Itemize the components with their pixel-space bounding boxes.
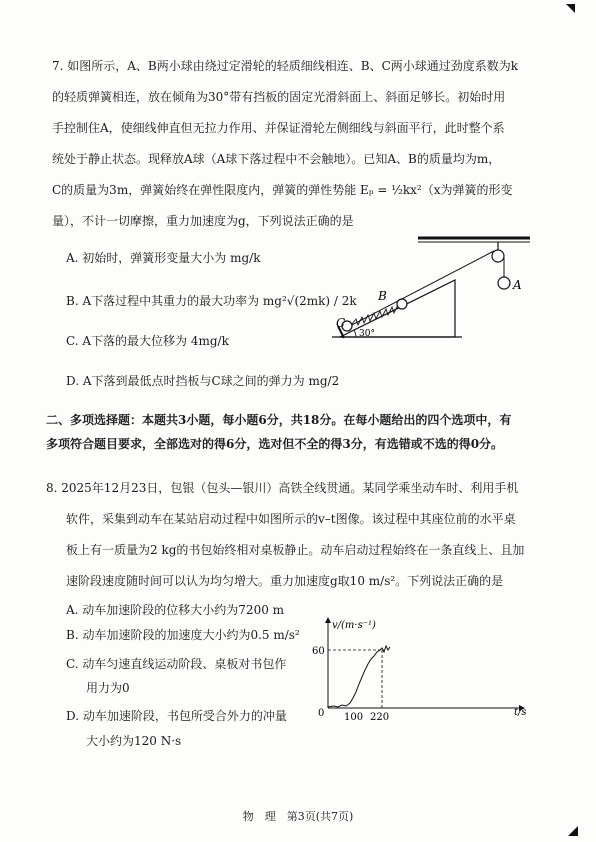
origin-label: 0 (318, 708, 325, 719)
section2-line-1: 二、多项选择题：本题共3小题，每小题6分，共18分。在每小题给出的四个选项中，有 (46, 413, 512, 427)
page-footer: 物 理 第3页(共7页) (242, 810, 354, 823)
q7-option-c: C. A下落的最大位移为 4mg/k (66, 334, 229, 348)
label-a: A (513, 278, 522, 292)
q8-line-2: 软件，采集到动车在某站启动过程中如图所示的v–t图像。该过程中其座位前的水平桌 (66, 512, 516, 526)
ball-a (498, 277, 510, 289)
q8-option-a: A. 动车加速阶段的位移大小约为7200 m (66, 603, 285, 617)
label-b: B (378, 289, 387, 303)
q8-line-3: 板上有一质量为2 kg的书包始终相对桌板静止。动车启动过程始终在一条直线上、且加 (66, 543, 525, 557)
q7-line-3: 手控制住A，使细线伸直但无拉力作用、并保证滑轮左侧细线与斜面平行，此时整个系 (52, 121, 505, 135)
q8-option-d: D. 动车加速阶段，书包所受合外力的冲量 (66, 709, 287, 723)
string-left (348, 251, 494, 327)
y-tick-60: 60 (312, 646, 325, 657)
q7-line-1: 7. 如图所示，A、B两小球由绕过定滑轮的轻质细线相连、B、C两小球通过劲度系数为k (52, 59, 519, 73)
x-tick-220: 220 (370, 712, 390, 723)
q8-line-4: 速阶段速度随时间可以认为均匀增大。重力加速度g取10 m/s²。下列说法正确的是 (66, 574, 504, 588)
q8-option-c-cont: 用力为0 (86, 681, 130, 695)
incline-figure (330, 232, 530, 344)
q7-line-2: 的轻质弹簧相连，放在倾角为30°带有挡板的固定光滑斜面上、斜面足够长。初始时用 (52, 90, 506, 104)
pulley (492, 250, 504, 262)
angle-arc (354, 330, 356, 337)
q8-option-c: C. 动车匀速直线运动阶段、桌板对书包作 (66, 657, 287, 671)
q7-option-b: B. A下落过程中其重力的最大功率为 mg²√(2mk) / 2k (66, 294, 357, 308)
label-c: C (336, 316, 346, 330)
section2-line-2: 多项符合题目要求，全部选对的得6分，选对但不全的得3分，有选错或不选的得0分。 (46, 437, 504, 451)
spring (352, 305, 398, 325)
q7-option-d: D. A下落到最低点时挡板与C球之间的弹力为 mg/2 (66, 374, 340, 388)
incline (340, 280, 455, 337)
q8-line-1: 8. 2025年12月23日，包银（包头—银川）高铁全线贯通。某同学乘坐动车时、利用手机 (46, 481, 519, 495)
corner-mark-bottom-right (568, 826, 578, 836)
angle-label: 30° (359, 329, 375, 339)
q7-line-5: C的质量为3m，弹簧始终在弹性限度内，弹簧的弹性势能 Eₚ = ½kx²（x为弹簧的形变 (52, 183, 513, 197)
vt-graph (312, 612, 532, 724)
q8-option-b: B. 动车加速阶段的加速度大小约为0.5 m/s² (66, 628, 300, 642)
q7-option-a: A. 初始时，弹簧形变量大小为 mg/k (66, 251, 261, 265)
x-axis-label: t/s (514, 707, 527, 718)
corner-mark-top-right (566, 4, 575, 13)
x-tick-100: 100 (344, 712, 364, 723)
q7-line-4: 统处于静止状态。现释放A球（A球下落过程中不会触地）。已知A、B的质量均为m， (52, 152, 501, 166)
q7-line-6: 量），不计一切摩擦，重力加速度为g，下列说法正确的是 (52, 214, 354, 228)
q8-option-d-cont: 大小约为120 N·s (86, 734, 182, 748)
velocity-curve (328, 646, 390, 707)
ball-b (397, 299, 407, 309)
y-axis-label: v/(m·s⁻¹) (332, 620, 376, 631)
